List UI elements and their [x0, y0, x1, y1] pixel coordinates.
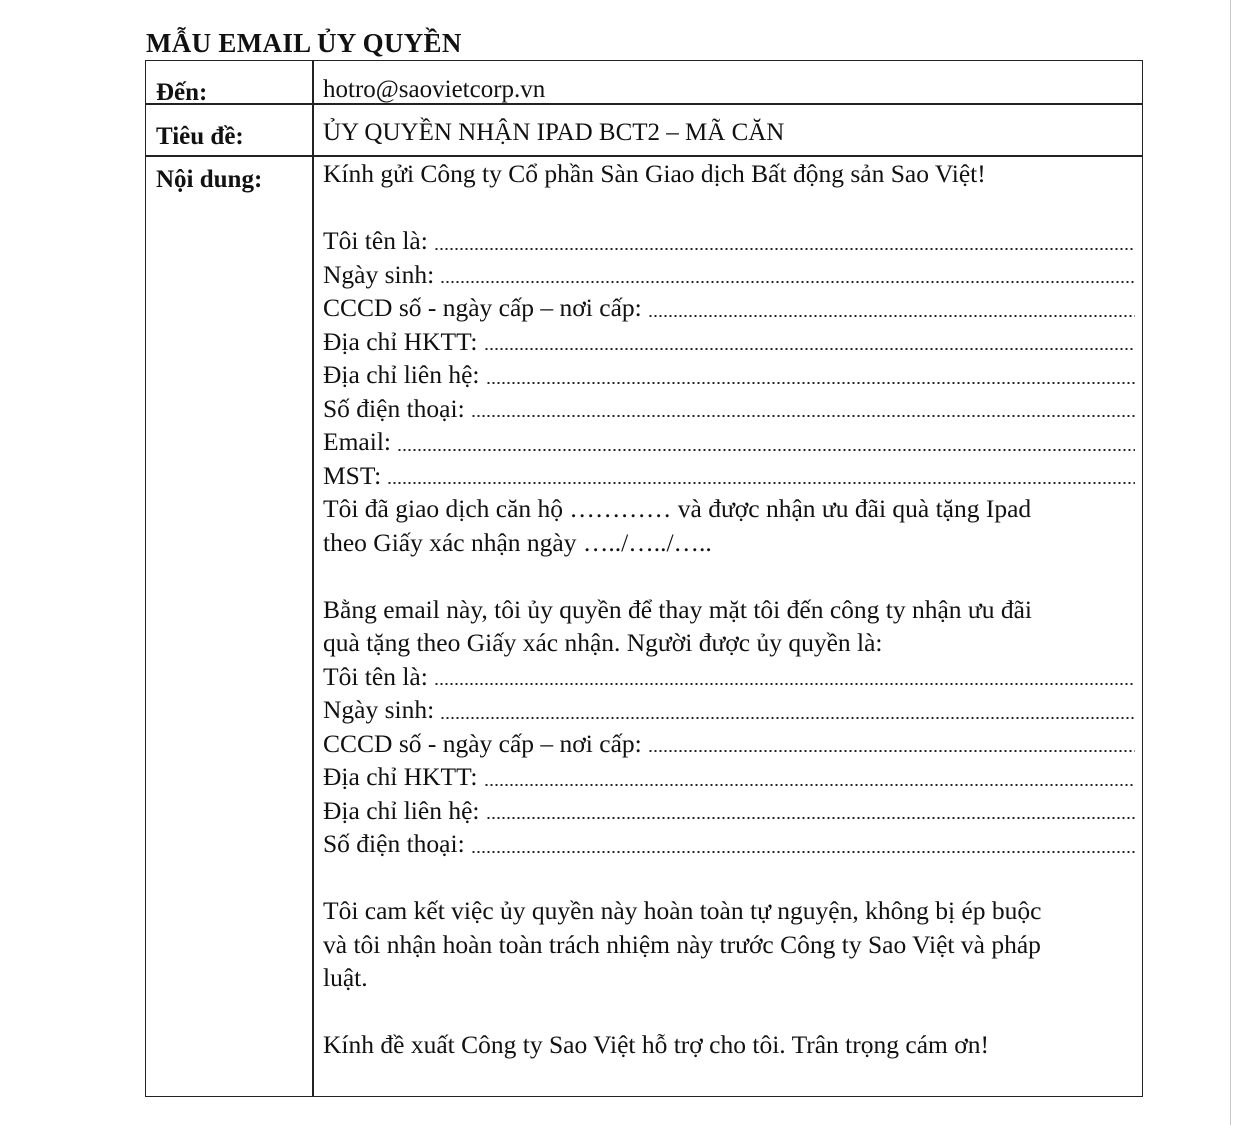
subject-value: ỦY QUYỀN NHẬN IPAD BCT2 – MÃ CĂN: [323, 119, 785, 146]
fill-in-dotted-line: [434, 683, 1135, 685]
agent-field-line: [323, 693, 1135, 727]
agent-field-line: [323, 827, 1135, 861]
principal-field-line: [323, 425, 1135, 459]
commitment-line: Tôi cam kết việc ủy quyền này hoàn toàn tự nguyện, không bị ép buộc: [323, 896, 1042, 925]
agent-field-label: Địa chỉ HKTT:: [323, 762, 478, 791]
fill-in-dotted-line: [486, 382, 1136, 384]
principal-field-label: Số điện thoại:: [323, 393, 465, 423]
row-divider: [146, 103, 1142, 105]
agent-field-line: [323, 760, 1135, 794]
email-body: [323, 157, 1135, 1062]
closing-line: Kính đề xuất Công ty Sao Việt hỗ trợ cho tôi. Trân trọng cám ơn!: [323, 1030, 989, 1059]
document-title: MẪU EMAIL ỦY QUYỀN: [146, 28, 462, 58]
principal-field-line: [323, 258, 1135, 292]
principal-field-line: [323, 291, 1135, 325]
principal-field-label: Email:: [323, 427, 391, 456]
principal-field-line: [323, 459, 1135, 493]
column-divider: [312, 61, 314, 1096]
principal-field-label: Tôi tên là:: [323, 226, 428, 255]
commitment-line: luật.: [323, 963, 368, 992]
agent-field-line: [323, 794, 1135, 828]
transaction-line: Tôi đã giao dịch căn hộ ………… và được nhận ưu đãi quà tặng Ipad: [323, 494, 1032, 523]
fill-in-dotted-line: [484, 784, 1135, 786]
principal-field-line: [323, 224, 1135, 258]
fill-in-dotted-line: [486, 817, 1136, 819]
to-value: hotro@saovietcorp.vn: [323, 76, 546, 103]
fill-in-dotted-line: [397, 449, 1135, 451]
principal-fields: [323, 224, 1135, 492]
principal-field-label: Ngày sinh:: [323, 259, 435, 289]
email-template-table: [145, 60, 1143, 1097]
principal-field-label: Địa chỉ HKTT:: [323, 326, 478, 356]
principal-field-line: [323, 325, 1135, 359]
fill-in-dotted-line: [434, 248, 1135, 250]
fill-in-dotted-line: [648, 750, 1135, 752]
agent-fields: [323, 660, 1135, 861]
fill-in-dotted-line: [484, 348, 1135, 350]
page-edge-line: [1230, 0, 1231, 1125]
agent-field-label: CCCD số - ngày cấp – nơi cấp:: [323, 728, 642, 758]
fill-in-dotted-line: [471, 415, 1135, 417]
principal-field-label: Địa chỉ liên hệ:: [323, 360, 480, 389]
principal-field-line: [323, 392, 1135, 426]
fill-in-dotted-line: [648, 315, 1135, 317]
fill-in-dotted-line: [440, 281, 1135, 283]
greeting: Kính gửi Công ty Cổ phần Sàn Giao dịch Bất động sản Sao Việt!: [323, 159, 986, 188]
to-label: Đến:: [156, 79, 208, 106]
principal-field-line: [323, 358, 1135, 392]
fill-in-dotted-line: [471, 851, 1135, 853]
agent-field-label: Ngày sinh:: [323, 695, 435, 724]
principal-field-label: MST:: [323, 460, 382, 490]
agent-field-label: Số điện thoại:: [323, 829, 465, 858]
principal-field-label: CCCD số - ngày cấp – nơi cấp:: [323, 293, 642, 322]
commitment-line: và tôi nhận hoàn toàn trách nhiệm này trước Công ty Sao Việt và pháp: [323, 929, 1041, 959]
agent-field-label: Địa chỉ liên hệ:: [323, 795, 480, 825]
agent-field-line: [323, 727, 1135, 761]
authorization-line: quà tặng theo Giấy xác nhận. Người được ủy quyền là:: [323, 628, 883, 657]
fill-in-dotted-line: [387, 482, 1135, 484]
subject-label: Tiêu đề:: [156, 123, 244, 150]
transaction-line: theo Giấy xác nhận ngày …../…../…..: [323, 527, 712, 557]
content-label: Nội dung:: [156, 166, 263, 193]
authorization-line: Bằng email này, tôi ủy quyền để thay mặt tôi đến công ty nhận ưu đãi: [323, 594, 1033, 624]
agent-field-label: Tôi tên là:: [323, 661, 428, 691]
agent-field-line: [323, 660, 1135, 694]
fill-in-dotted-line: [440, 717, 1135, 719]
